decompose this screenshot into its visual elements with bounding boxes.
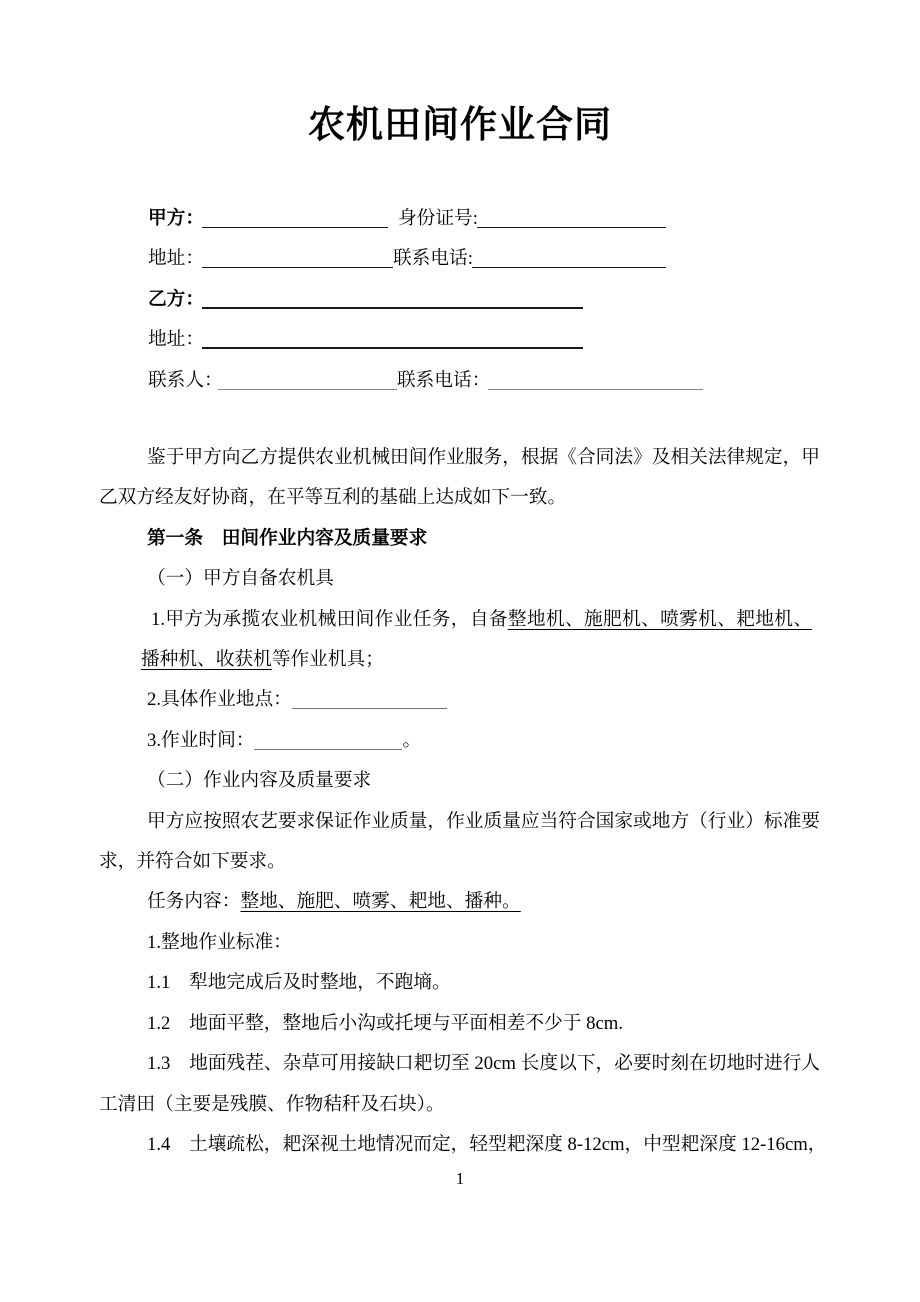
sub2-heading: （二）作业内容及质量要求 bbox=[147, 770, 372, 792]
party-info-block bbox=[148, 199, 703, 401]
contact-phone-label: 联系电话： bbox=[397, 369, 491, 391]
preamble-paragraph: 鉴于甲方向乙方提供农业机械田间作业服务，根据《合同法》及相关法律规定，甲乙双方经友好协商，在平等互利的基础上达成如下一致。 bbox=[99, 447, 820, 509]
std-heading: 1.整地作业标准： bbox=[147, 931, 292, 953]
document-body bbox=[99, 438, 827, 1165]
party-a-label: 甲方： bbox=[148, 208, 205, 229]
std-item-1-2: 1.2 地面平整，整地后小沟或托埂与平面相差不少于 8cm. bbox=[147, 1012, 624, 1034]
task-content-label: 任务内容： bbox=[147, 891, 241, 913]
phone-a-fill-line bbox=[472, 249, 666, 268]
sub1-heading: （一）甲方自备农机具 bbox=[147, 568, 334, 590]
party-row-address-a bbox=[148, 239, 703, 279]
item3-label: 3.作业时间： bbox=[147, 729, 255, 751]
page-number: 1 bbox=[455, 1169, 465, 1188]
party-row-address-b bbox=[148, 320, 703, 360]
address-a-label: 地址： bbox=[148, 248, 205, 270]
address-b-label: 地址： bbox=[148, 329, 205, 351]
id-number-fill-line bbox=[477, 209, 666, 228]
quality-paragraph: 甲方应按照农艺要求保证作业质量，作业质量应当符合国家或地方（行业）标准要求，并符合如下要求。 bbox=[99, 810, 820, 873]
party-row-jiafang bbox=[148, 199, 703, 239]
contact-person-fill-line bbox=[218, 371, 397, 390]
address-b-fill-line bbox=[202, 329, 583, 349]
phone-a-label: 联系电话: bbox=[393, 248, 473, 270]
party-b-label: 乙方： bbox=[148, 288, 205, 310]
item3-period: 。 bbox=[402, 729, 422, 751]
party-a-name-fill-line bbox=[202, 209, 388, 228]
address-a-fill-line bbox=[202, 249, 393, 268]
item2-location bbox=[99, 680, 820, 720]
document-title: 农机田间作业合同 bbox=[308, 105, 612, 146]
std-item-1-3: 1.3 地面残茬、杂草可用接缺口耙切至 20cm 长度以下，必要时刻在切地时进行人工清田（主要是残膜、作物秸秆及石块）。 bbox=[99, 1053, 820, 1115]
time-fill-line bbox=[254, 731, 402, 750]
item1-pre-text: 1.甲方为承揽农业机械田间作业任务，自备 bbox=[151, 608, 508, 630]
task-underlined-list: 整地、施肥、喷雾、耙地、播种。 bbox=[240, 891, 521, 913]
party-row-contact bbox=[148, 361, 703, 401]
contact-phone-fill-line bbox=[488, 371, 703, 390]
item3-time bbox=[99, 721, 820, 761]
std-item-1-4: 1.4 土壤疏松，耙深视土地情况而定，轻型耙深度 8-12cm，中型耙深度 12-16cm， bbox=[147, 1133, 827, 1155]
location-fill-line bbox=[292, 690, 447, 709]
std-item-1-1: 1.1 犁地完成后及时整地，不跑墒。 bbox=[147, 972, 451, 994]
item1-underlined-equipment-list: 整地机、施肥机、喷雾机、耙地机、播种机、收获机 bbox=[141, 608, 813, 671]
task-content-line bbox=[99, 882, 820, 922]
id-number-label: 身份证号: bbox=[398, 208, 478, 229]
party-row-yifang bbox=[148, 280, 703, 320]
clause1-heading: 第一条 田间作业内容及质量要求 bbox=[147, 527, 428, 549]
contact-person-label: 联系人： bbox=[148, 369, 223, 391]
item1-equipment bbox=[99, 600, 820, 681]
party-b-name-fill-line bbox=[202, 289, 583, 309]
item2-label: 2.具体作业地点： bbox=[147, 689, 292, 711]
item1-post-text: 等作业机具； bbox=[271, 649, 384, 671]
